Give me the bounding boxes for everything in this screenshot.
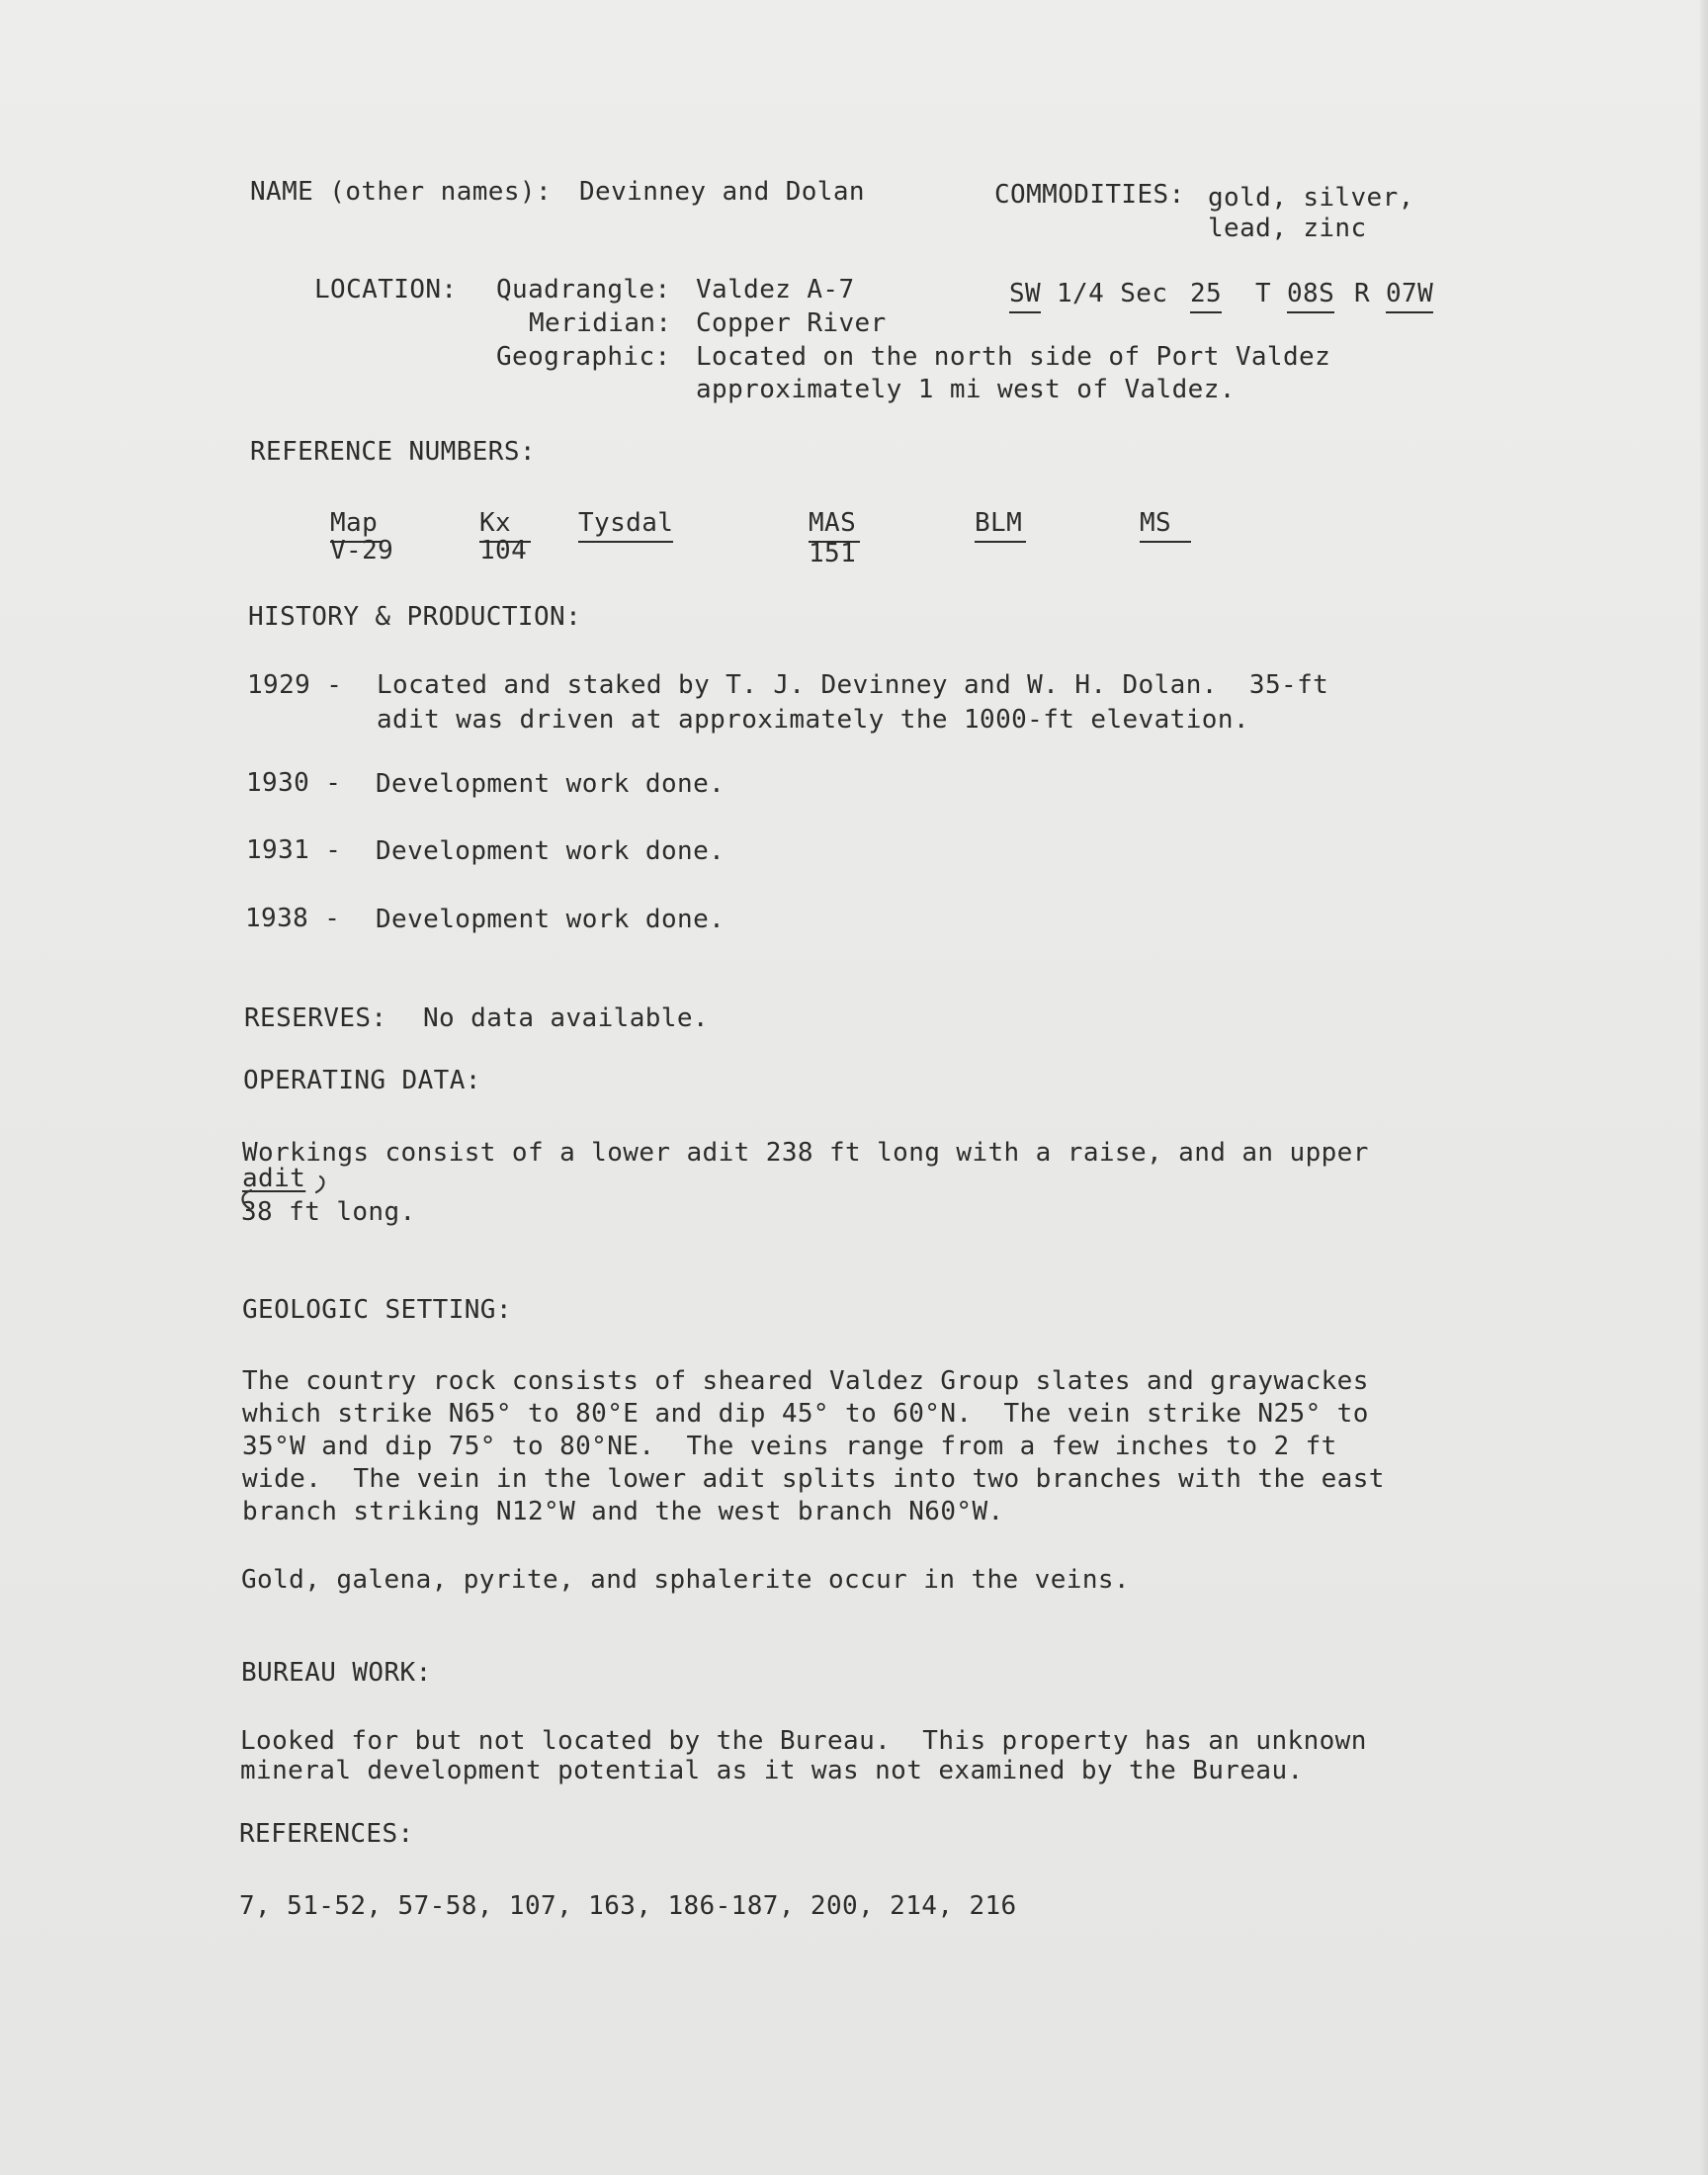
geologic-minerals: Gold, galena, pyrite, and sphalerite occur in the veins. <box>241 1565 1130 1595</box>
name-value: Devinney and Dolan <box>579 177 865 207</box>
geologic-line: wide. The vein in the lower adit splits into two branches with the east <box>242 1464 1385 1494</box>
geologic-line: which strike N65° to 80°E and dip 45° to 60°N. The vein strike N25° to <box>242 1399 1369 1429</box>
township-label: T <box>1255 279 1272 308</box>
history-text: Development work done. <box>376 769 726 799</box>
bureau-text: mineral development potential as it was not examined by the Bureau. <box>240 1756 1304 1785</box>
history-text: Development work done. <box>376 836 726 866</box>
section-value: 25 <box>1190 277 1222 313</box>
geographic-line2: approximately 1 mi west of Valdez. <box>696 375 1236 404</box>
ref-col-map-label: Map <box>330 506 382 543</box>
range-value: 07W <box>1386 277 1433 313</box>
history-year: 1929 - <box>247 670 343 700</box>
geologic-heading: GEOLOGIC SETTING: <box>242 1295 512 1325</box>
quarter-value: SW <box>1009 277 1041 313</box>
meridian-value: Copper River <box>696 308 887 338</box>
history-heading: HISTORY & PRODUCTION: <box>248 602 582 632</box>
quadrangle-label: Quadrangle: <box>496 275 671 304</box>
reserves-value: No data available. <box>423 1003 709 1033</box>
history-year: 1930 - <box>246 768 342 798</box>
references-heading: REFERENCES: <box>239 1819 414 1849</box>
commodities-line2: lead, zinc <box>1208 214 1367 243</box>
ref-col-ms-label: MS <box>1140 506 1191 543</box>
operating-heading: OPERATING DATA: <box>243 1066 481 1095</box>
quadrangle-value: Valdez A-7 <box>696 275 855 304</box>
ref-col-tysdal-label: Tysdal <box>578 506 673 543</box>
history-text: adit was driven at approximately the 1000-ft elevation. <box>377 705 1249 735</box>
township-value: 08S <box>1287 277 1334 313</box>
ref-col-mas-value: 151 <box>809 539 857 568</box>
operating-text: Workings consist of a lower adit 238 ft long with a raise, and an upper <box>242 1138 1369 1168</box>
ref-col-mas-label: MAS <box>809 506 860 543</box>
geographic-label: Geographic: <box>496 342 671 372</box>
reserves-label: RESERVES: <box>244 1003 387 1033</box>
ref-col-map-value: V-29 <box>330 536 394 566</box>
references-value: 7, 51-52, 57-58, 107, 163, 186-187, 200, 214, 216 <box>239 1891 1017 1921</box>
geographic-line1: Located on the north side of Port Valdez <box>696 342 1331 372</box>
operating-text-adit: adit <box>242 1164 306 1193</box>
geologic-line: branch striking N12°W and the west branch N60°W. <box>242 1497 1004 1526</box>
commodities-label: COMMODITIES: <box>994 180 1185 210</box>
handwritten-mark-icon <box>229 1167 338 1222</box>
name-label: NAME (other names): <box>250 177 553 207</box>
bureau-text: Looked for but not located by the Bureau. This property has an unknown <box>240 1726 1367 1756</box>
ref-col-kx-label: Kx <box>479 506 531 543</box>
history-text: Development work done. <box>376 905 726 934</box>
bureau-heading: BUREAU WORK: <box>241 1658 432 1688</box>
quarter-sec-text: 1/4 Sec <box>1057 279 1168 308</box>
meridian-label: Meridian: <box>529 308 672 338</box>
history-text: Located and staked by T. J. Devinney and W. H. Dolan. 35-ft <box>377 670 1329 700</box>
operating-text: 38 ft long. <box>241 1197 416 1227</box>
reference-numbers-heading: REFERENCE NUMBERS: <box>250 437 536 467</box>
ref-col-kx-value: 104 <box>479 536 528 566</box>
commodities-line1: gold, silver, <box>1208 183 1414 213</box>
geologic-line: The country rock consists of sheared Valdez Group slates and graywackes <box>242 1366 1369 1396</box>
geologic-line: 35°W and dip 75° to 80°NE. The veins range from a few inches to 2 ft <box>242 1432 1337 1461</box>
history-year: 1938 - <box>245 904 341 933</box>
page-edge-shadow <box>1700 0 1708 2175</box>
location-label: LOCATION: <box>314 275 458 304</box>
ref-col-blm-label: BLM <box>975 506 1026 543</box>
history-year: 1931 - <box>246 835 342 865</box>
range-label: R <box>1354 279 1371 308</box>
